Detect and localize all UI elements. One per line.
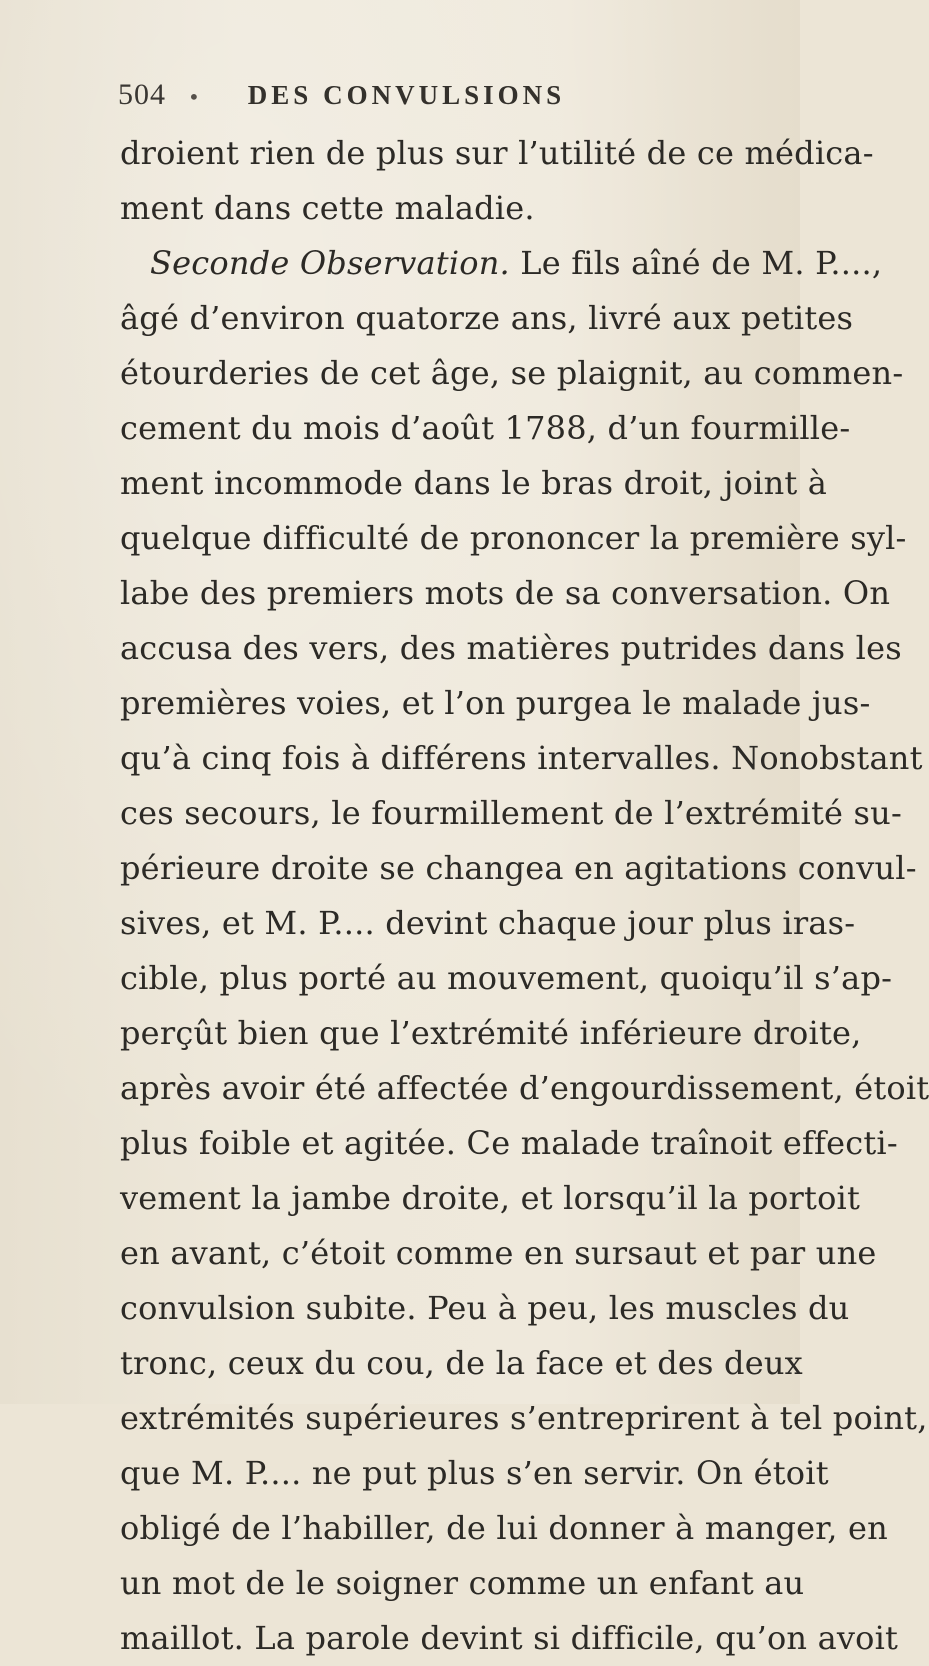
text-line: obligé de l’habiller, de lui donner à manger, en bbox=[120, 1509, 888, 1547]
text-line: âgé d’environ quatorze ans, livré aux petites bbox=[120, 299, 854, 337]
text-line: quelque difficulté de prononcer la première syl- bbox=[120, 519, 907, 557]
body-text bbox=[120, 126, 929, 1666]
running-title: DES CONVULSIONS bbox=[247, 80, 566, 110]
text-line: maillot. La parole devint si difficile, qu’on avoit bbox=[120, 1619, 899, 1657]
text-line: accusa des vers, des matières putrides dans les bbox=[120, 629, 902, 667]
text-line: cement du mois d’août 1788, d’un fourmille- bbox=[120, 409, 851, 447]
text-line: extrémités supérieures s’entreprirent à tel point, bbox=[120, 1399, 928, 1437]
observation-title: Seconde Observation. bbox=[150, 244, 510, 282]
text-line: un mot de le soigner comme un enfant au bbox=[120, 1564, 805, 1602]
text-line: ment dans cette maladie. bbox=[120, 189, 535, 227]
text-line: tronc, ceux du cou, de la face et des deux bbox=[120, 1344, 803, 1382]
text-line: que M. P.... ne put plus s’en servir. On étoit bbox=[120, 1454, 829, 1492]
text-line: vement la jambe droite, et lorsqu’il la portoit bbox=[120, 1179, 861, 1217]
text-line: ment incommode dans le bras droit, joint à bbox=[120, 464, 828, 502]
running-head bbox=[118, 78, 718, 118]
text-line: perçût bien que l’extrémité inférieure droite, bbox=[120, 1014, 862, 1052]
header-separator: • bbox=[188, 85, 200, 109]
text-line: en avant, c’étoit comme en sursaut et par une bbox=[120, 1234, 877, 1272]
text-line: étourderies de cet âge, se plaignit, au commen- bbox=[120, 354, 904, 392]
text-line: plus foible et agitée. Ce malade traînoit effecti- bbox=[120, 1124, 898, 1162]
text-line: sives, et M. P.... devint chaque jour plus iras- bbox=[120, 904, 856, 942]
text-line: labe des premiers mots de sa conversation. On bbox=[120, 574, 891, 612]
text-line: périeure droite se changea en agitations convul- bbox=[120, 849, 917, 887]
text-line: ces secours, le fourmillement de l’extrémité su- bbox=[120, 794, 903, 832]
page-number: 504 bbox=[118, 78, 166, 111]
text-line: convulsion subite. Peu à peu, les muscles du bbox=[120, 1289, 850, 1327]
text-line: qu’à cinq fois à différens intervalles. Nonobstant bbox=[120, 739, 923, 777]
text-line-fragment: Le fils aîné de M. P...., bbox=[509, 244, 883, 282]
text-line: après avoir été affectée d’engourdissement, étoit bbox=[120, 1069, 929, 1107]
text-line: cible, plus porté au mouvement, quoiqu’il s’ap- bbox=[120, 959, 893, 997]
text-line: premières voies, et l’on purgea le malade jus- bbox=[120, 684, 871, 722]
text-line-observation-heading bbox=[120, 236, 883, 291]
text-line: droient rien de plus sur l’utilité de ce médica- bbox=[120, 134, 874, 172]
